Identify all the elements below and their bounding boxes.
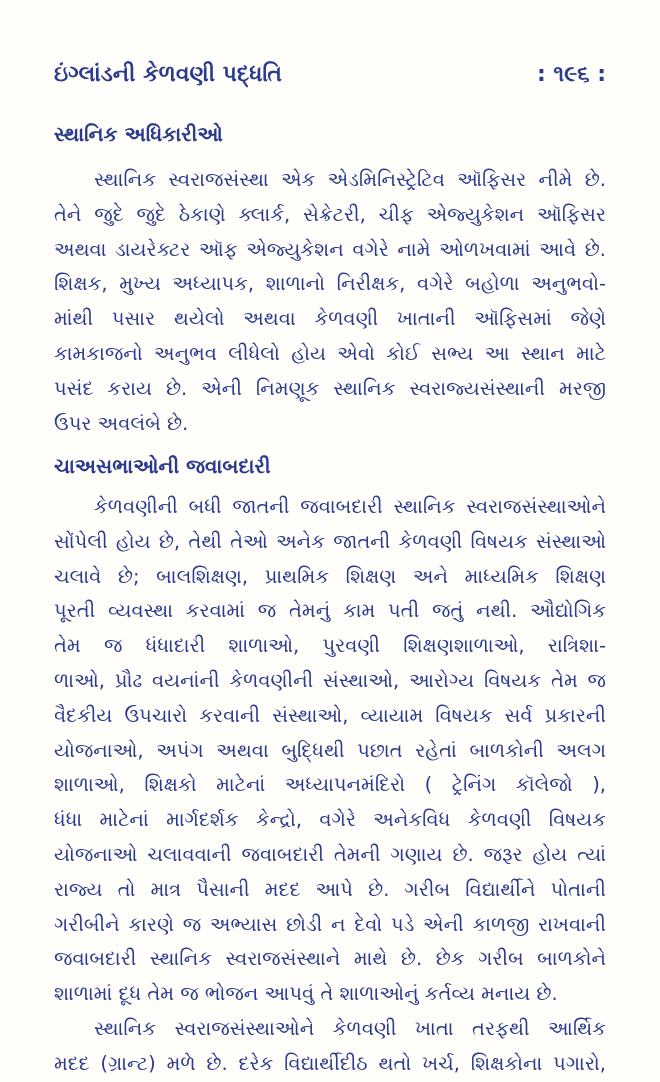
text-line: કામકાજનો અનુભવ લીધેલો હોય એવો કોઈ સભ્ય આ સ્થાન માટે [54, 341, 606, 365]
text-line: ગરીબીને કારણે જ અભ્યાસ છોડી ન દેવો પડે એની કાળજી રાખવાની [54, 912, 606, 936]
text-line: સ્થાનિક સ્વરાજસંસ્થાઓને કેળવણી ખાતા તરફથી આર્થિક [94, 1016, 606, 1040]
text-line: યોજનાઓ, અપંગ અથવા બુદ્ધિથી પછાત રહેતાં બાળકોની અલગ [54, 738, 606, 762]
text-line: મદદ (ગ્રાન્ટ) મળે છે. દરેક વિદ્યાર્થીદીઠ થતો ખર્ચ, શિક્ષકોના પગારો, [54, 1051, 606, 1075]
chapter-title: ઇંગ્લાંડની કેળવણી પદ્ધતિ [54, 62, 282, 87]
text-line: યોજનાઓ ચલાવવાની જવાબદારી તેમની ગણાય છે. જરૂર હોય ત્યાં [54, 842, 606, 866]
text-line: ઉપર અવલંબે છે. [54, 411, 189, 435]
text-line: વૈદકીય ઉપચારો કરવાની સંસ્થાઓ, વ્યાયામ વિષયક સર્વ પ્રકારની [54, 703, 606, 727]
text-line: માંથી પસાર થયેલો અથવા કેળવણી ખાતાની ઑફિસમાં જેણે [54, 307, 606, 331]
text-line: સોંપેલી હોય છે, તેથી તેઓ અનેક જાતની કેળવણી વિષયક સંસ્થાઓ [54, 529, 606, 553]
page-number: : ૧૯૬ : [536, 62, 606, 87]
text-line: તેમ જ ધંધાદારી શાળાઓ, પુરવણી શિક્ષણશાળાઓ, રાત્રિશા- [54, 634, 606, 658]
text-line: અથવા ડાયરેક્ટર ઑફ એજ્યુકેશન વગેરે નામે ઓળખવામાં આવે છે. [54, 237, 606, 261]
section-heading: ચાઅસભાઓની જવાબદારી [54, 454, 271, 478]
text-line: ચલાવે છે; બાલશિક્ષણ, પ્રાથમિક શિક્ષણ અને માધ્યમિક શિક્ષણ [54, 564, 606, 588]
text-line: પૂરતી વ્યવસ્થા કરવામાં જ તેમનું કામ પતી જતું નથી. ઔદ્યોગિક [54, 599, 606, 623]
section-heading: સ્થાનિક અધિકારીઓ [54, 122, 223, 146]
text-line: સ્થાનિક સ્વરાજસંસ્થા એક એડમિનિસ્ટ્રેટિવ ઑફિસર નીમે છે. [94, 168, 606, 191]
paragraph [54, 163, 606, 441]
text-line: કેળવણીની બધી જાતની જવાબદારી સ્થાનિક સ્વરાજસંસ્થાઓને [94, 495, 606, 518]
text-line: શિક્ષક, મુખ્ય અધ્યાપક, શાળાનો નિરીક્ષક, વગેરે બહોળા અનુભવો- [54, 272, 606, 296]
text-line: પસંદ કરાય છે. એની નિમણૂક સ્થાનિક સ્વરાજ્યસંસ્થાની મરજી [54, 376, 606, 400]
text-line: શાળામાં દૂધ તેમ જ ભોજન આપવું તે શાળાઓનું કર્તવ્ય મનાય છે. [54, 982, 558, 1006]
text-line: તેને જુદે જુદે ઠેકાણે ક્લાર્ક, સેક્રેટરી, ચીફ એજ્યુકેશન ઑફિસર [54, 202, 606, 226]
paragraph [54, 490, 606, 1082]
text-line: ધંધા માટેનાં માર્ગદર્શક કેન્દ્રો, વગેરે અનેકવિધ કેળવણી વિષયક [54, 808, 606, 832]
text-line: ળાઓ, પ્રૌઢ વયનાંની કેળવણીની સંસ્થાઓ, આરોગ્ય વિષયક તેમ જ [54, 668, 606, 692]
text-line: શાળાઓ, શિક્ષકો માટેનાં અધ્યાપનમંદિરો ( ટ્રેનિંગ કૉલેજો ), [54, 773, 606, 797]
text-line: રાજ્ય તો માત્ર પૈસાની મદદ આપે છે. ગરીબ વિદ્યાર્થીને પોતાની [54, 877, 606, 901]
running-header [54, 62, 606, 87]
text-line: જવાબદારી સ્થાનિક સ્વરાજસંસ્થાને માથે છે. છેક ગરીબ બાળકોને [54, 947, 606, 971]
